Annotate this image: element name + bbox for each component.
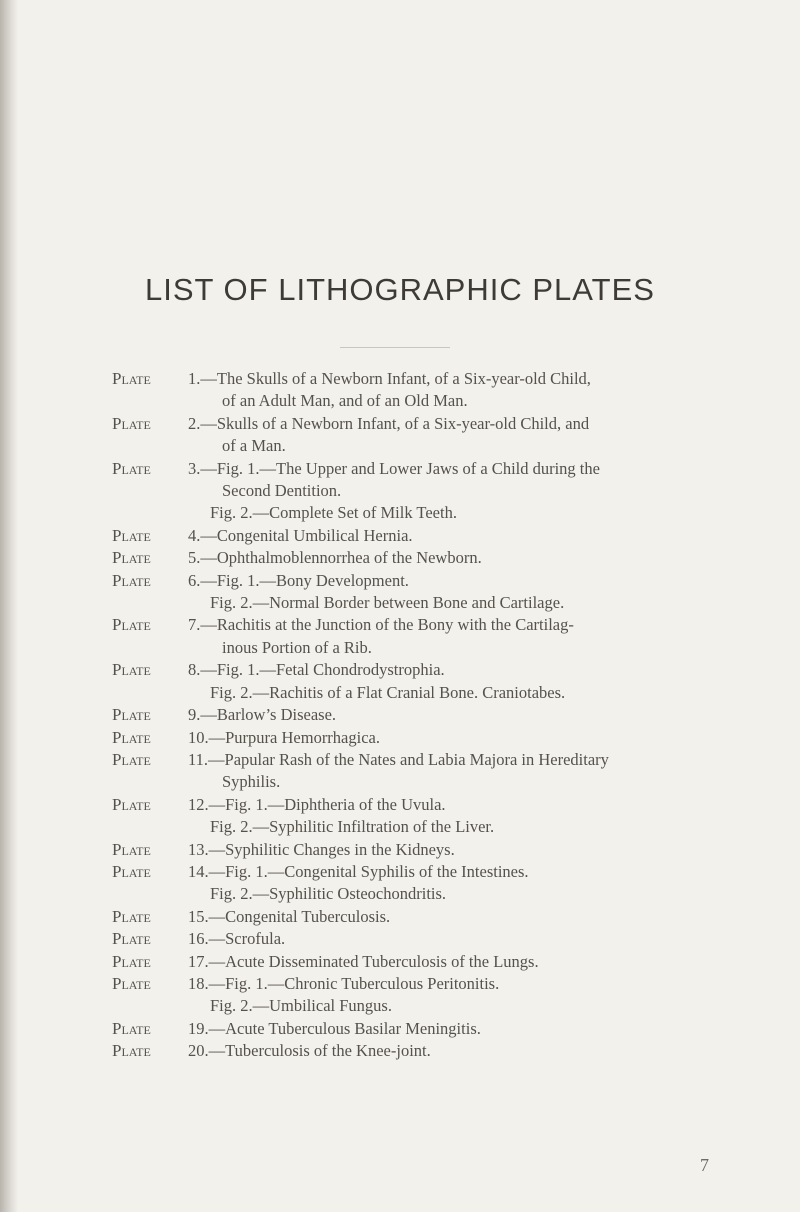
description-line: Syphilis. — [222, 772, 281, 792]
book-binding-shadow — [0, 0, 18, 1212]
description-line: 8.—Fig. 1.—Fetal Chondrodystrophia. — [188, 660, 445, 680]
plate-description — [188, 458, 712, 525]
page-title: LIST OF LITHOGRAPHIC PLATES — [145, 272, 655, 307]
plate-description — [188, 727, 712, 749]
plate-description — [188, 794, 712, 839]
description-line: 19.—Acute Tuberculous Basilar Meningitis. — [188, 1018, 481, 1038]
plate-entry — [112, 1040, 712, 1062]
description-line: 7.—Rachitis at the Junction of the Bony with the Cartilag- — [188, 615, 574, 635]
plate-label: Plate — [112, 660, 151, 680]
plate-entry — [112, 525, 712, 547]
plate-entry — [112, 458, 712, 525]
plate-entry — [112, 368, 712, 413]
plate-description — [188, 659, 712, 704]
page-number: 7 — [700, 1155, 709, 1175]
plate-entry — [112, 973, 712, 1018]
plate-label: Plate — [112, 727, 151, 747]
plate-description — [188, 368, 712, 413]
description-line: 2.—Skulls of a Newborn Infant, of a Six-year-old Child, and — [188, 413, 590, 433]
plate-label: Plate — [112, 973, 151, 993]
description-line: 11.—Papular Rash of the Nates and Labia Majora in Hereditary — [188, 749, 609, 769]
description-line: 13.—Syphilitic Changes in the Kidneys. — [188, 839, 455, 859]
description-line: 20.—Tuberculosis of the Knee-joint. — [188, 1041, 431, 1061]
figure-line: Fig. 2.—Umbilical Fungus. — [210, 996, 392, 1016]
plate-description — [188, 861, 712, 906]
description-line: 4.—Congenital Umbilical Hernia. — [188, 525, 413, 545]
plate-description — [188, 614, 712, 659]
description-line: 3.—Fig. 1.—The Upper and Lower Jaws of a Child during the — [188, 458, 600, 478]
plate-label: Plate — [112, 1041, 151, 1061]
plate-entry — [112, 1018, 712, 1040]
plate-description — [188, 928, 712, 950]
figure-line: Fig. 2.—Rachitis of a Flat Cranial Bone. Craniotabes. — [210, 682, 566, 702]
plate-label: Plate — [112, 413, 151, 433]
plate-label: Plate — [112, 861, 151, 881]
plate-entry — [112, 659, 712, 704]
description-line: 14.—Fig. 1.—Congenital Syphilis of the Intestines. — [188, 861, 529, 881]
plate-label: Plate — [112, 929, 151, 949]
plate-description — [188, 906, 712, 928]
plate-description — [188, 749, 712, 794]
description-line: Second Dentition. — [222, 481, 342, 501]
description-line: 1.—The Skulls of a Newborn Infant, of a Six-year-old Child, — [188, 369, 591, 388]
plate-entry — [112, 614, 712, 659]
plate-label: Plate — [112, 839, 151, 859]
description-line: 10.—Purpura Hemorrhagica. — [188, 727, 380, 747]
description-line: 9.—Barlow’s Disease. — [188, 705, 337, 725]
plate-entry — [112, 413, 712, 458]
description-line: 15.—Congenital Tuberculosis. — [188, 906, 391, 926]
plate-label: Plate — [112, 369, 151, 388]
plate-description — [188, 525, 712, 547]
plate-label: Plate — [112, 749, 151, 769]
plate-description — [188, 1018, 712, 1040]
plate-entry — [112, 570, 712, 615]
plate-entry — [112, 928, 712, 950]
figure-line: Fig. 2.—Complete Set of Milk Teeth. — [210, 503, 457, 523]
plate-entry — [112, 727, 712, 749]
plate-description — [188, 951, 712, 973]
description-line: 16.—Scrofula. — [188, 929, 286, 949]
plate-entry — [112, 794, 712, 839]
plate-description — [188, 704, 712, 726]
plate-label: Plate — [112, 615, 151, 635]
description-line: 17.—Acute Disseminated Tuberculosis of the Lungs. — [188, 951, 539, 971]
plate-label: Plate — [112, 951, 151, 971]
description-line: 5.—Ophthalmoblennorrhea of the Newborn. — [188, 548, 482, 568]
plate-label: Plate — [112, 906, 151, 926]
description-line: 6.—Fig. 1.—Bony Development. — [188, 570, 409, 590]
plate-description — [188, 1040, 712, 1062]
figure-line: Fig. 2.—Normal Border between Bone and Cartilage. — [210, 593, 565, 613]
plate-entry — [112, 547, 712, 569]
plate-entry — [112, 749, 712, 794]
description-line: of a Man. — [222, 436, 286, 456]
description-line: of an Adult Man, and of an Old Man. — [222, 391, 468, 411]
plate-description — [188, 547, 712, 569]
plate-description — [188, 570, 712, 615]
plate-description — [188, 973, 712, 1018]
title-divider — [340, 347, 450, 348]
plate-label: Plate — [112, 794, 151, 814]
plate-description — [188, 839, 712, 861]
plate-label: Plate — [112, 570, 151, 590]
figure-line: Fig. 2.—Syphilitic Osteochondritis. — [210, 884, 447, 904]
plate-label: Plate — [112, 1018, 151, 1038]
plate-entry — [112, 951, 712, 973]
plate-list — [112, 368, 712, 1063]
description-line: 18.—Fig. 1.—Chronic Tuberculous Peritonitis. — [188, 973, 500, 993]
plate-label: Plate — [112, 525, 151, 545]
plate-entry — [112, 839, 712, 861]
description-line: inous Portion of a Rib. — [222, 637, 372, 657]
plate-label: Plate — [112, 458, 151, 478]
plate-label: Plate — [112, 548, 151, 568]
plate-entry — [112, 861, 712, 906]
plate-description — [188, 413, 712, 458]
figure-line: Fig. 2.—Syphilitic Infiltration of the Liver. — [210, 817, 495, 837]
description-line: 12.—Fig. 1.—Diphtheria of the Uvula. — [188, 794, 446, 814]
plate-entry — [112, 906, 712, 928]
plate-entry — [112, 704, 712, 726]
plate-label: Plate — [112, 705, 151, 725]
